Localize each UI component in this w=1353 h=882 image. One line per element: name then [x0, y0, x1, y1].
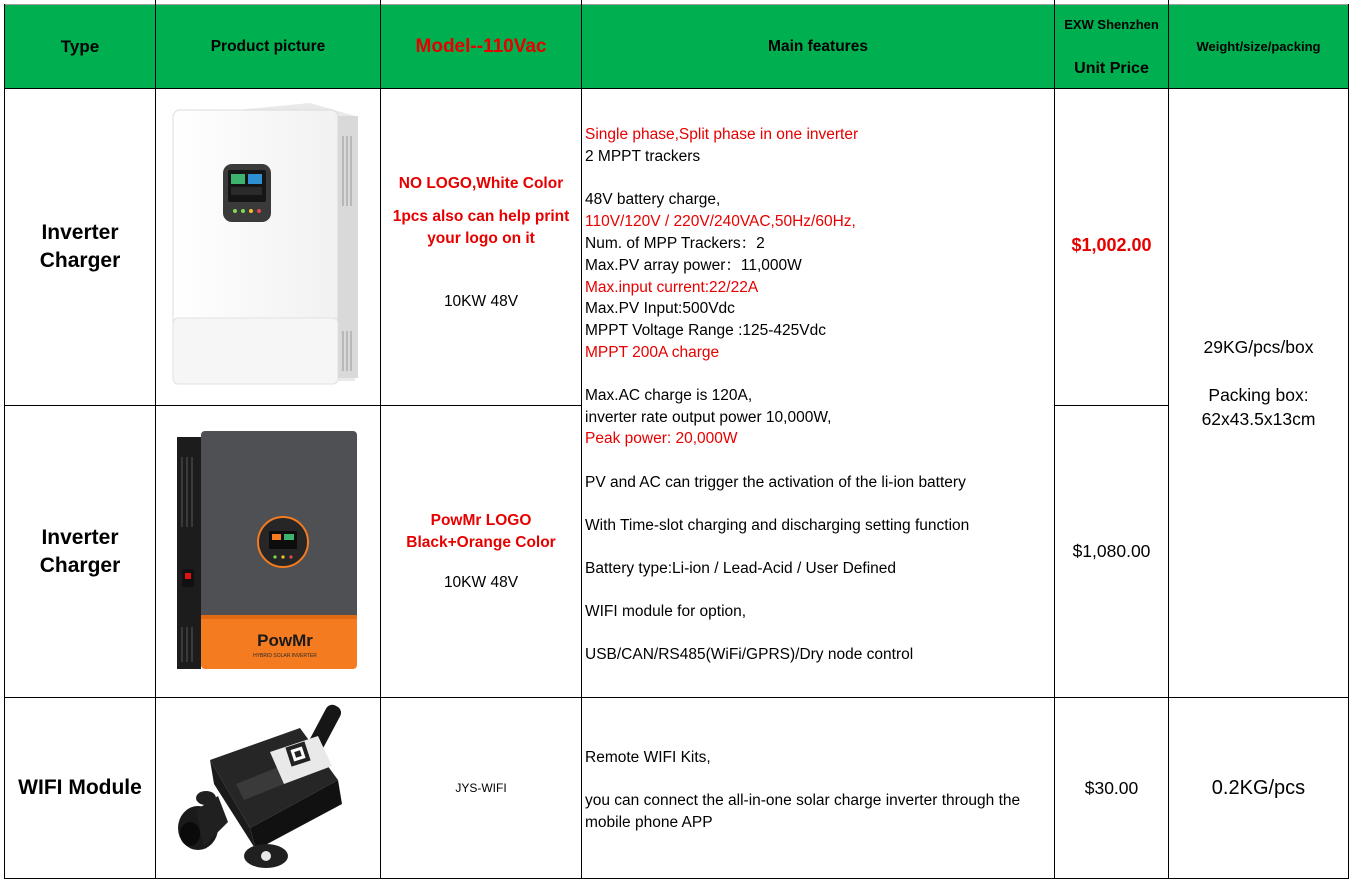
feature-line: 110V/120V / 220V/240VAC,50Hz/60Hz, [585, 213, 856, 230]
feature-line: WIFI module for option, [585, 603, 747, 620]
row3-packing [1169, 698, 1348, 878]
row3-type [5, 698, 155, 878]
white-inverter-image [165, 96, 365, 396]
row2-type-line2: Charger [39, 553, 121, 577]
packing-box-label: Packing box: [1208, 385, 1309, 405]
wifi-module-image [170, 700, 370, 876]
feature-line: you can connect the all-in-one solar charge inverter through the [585, 792, 1021, 809]
feature-line: Single phase,Split phase in one inverter [585, 126, 859, 143]
header-features-label: Main features [768, 37, 868, 55]
row2-type-line1: Inverter [41, 525, 119, 549]
header-packing-label: Weight/size/packing [1196, 39, 1321, 54]
row3-price-value: $30.00 [1084, 777, 1139, 798]
grid-line [155, 0, 156, 879]
header-price-line1: EXW Shenzhen [1064, 17, 1159, 32]
row2-type [5, 406, 155, 697]
black-orange-inverter-image [173, 427, 363, 673]
grid-line [581, 0, 582, 879]
feature-line: Max.PV Input:500Vdc [585, 300, 735, 317]
row1-price [1055, 89, 1168, 405]
row1-type-line2: Charger [39, 249, 121, 272]
grid-line [1348, 4, 1349, 879]
feature-line: Battery type:Li-ion / Lead-Acid / User Defined [585, 560, 897, 577]
feature-line: 48V battery charge, [585, 191, 721, 208]
row2-model-spec: 10KW 48V [443, 574, 519, 591]
packing-box-size: 62x43.5x13cm [1201, 409, 1316, 429]
row1-type-line1: Inverter [41, 221, 119, 244]
shared-packing [1169, 89, 1348, 697]
packing-weight: 29KG/pcs/box [1203, 337, 1314, 357]
feature-line: Max.PV array power：11,000W [585, 257, 802, 274]
row3-packing-value: 0.2KG/pcs [1211, 776, 1306, 799]
feature-line: inverter rate output power 10,000W, [585, 409, 832, 426]
header-model-label: Model--110Vac [415, 35, 547, 57]
header-model [381, 5, 581, 88]
grid-line [4, 878, 1349, 879]
inverter-brand-text: PowMr [257, 631, 313, 650]
row1-model-logo-note: 1pcs also can help print your logo on it [392, 208, 570, 247]
row3-model-spec: JYS-WIFI [455, 781, 507, 795]
row2-model [381, 406, 581, 697]
inverter-brand-sub: HYBRID SOLAR INVERTER [253, 653, 317, 659]
feature-line: MPPT Voltage Range :125-425Vdc [585, 322, 826, 339]
row3-type-line1: WIFI Module [18, 776, 142, 799]
row2-model-color: Black+Orange Color [406, 534, 556, 551]
header-packing [1169, 5, 1348, 88]
feature-line: Num. of MPP Trackers：2 [585, 235, 765, 252]
row1-model-color: NO LOGO,White Color [398, 175, 564, 192]
feature-line: MPPT 200A charge [585, 344, 720, 361]
row1-type [5, 89, 155, 405]
feature-line: Max.AC charge is 120A, [585, 387, 753, 404]
feature-line: Max.input current:22/22A [585, 279, 759, 296]
header-picture-label: Product picture [210, 37, 326, 55]
row2-model-logo: PowMr LOGO [430, 512, 532, 529]
header-price [1055, 5, 1168, 88]
feature-line: PV and AC can trigger the activation of the li-ion battery [585, 474, 966, 491]
row1-model [381, 89, 581, 405]
row2-price [1055, 406, 1168, 697]
header-price-line2: Unit Price [1074, 60, 1149, 77]
row1-price-value: $1,002.00 [1071, 235, 1152, 255]
feature-line: Peak power: 20,000W [585, 430, 738, 447]
header-picture [156, 5, 380, 88]
row2-price-value: $1,080.00 [1072, 541, 1151, 561]
feature-line: With Time-slot charging and discharging setting function [585, 517, 970, 534]
header-type [5, 5, 155, 88]
header-features [582, 5, 1054, 88]
feature-line: USB/CAN/RS485(WiFi/GPRS)/Dry node control [585, 646, 914, 663]
row3-price [1055, 698, 1168, 878]
row3-model [381, 698, 581, 878]
feature-line: 2 MPPT trackers [585, 148, 701, 165]
feature-line: Remote WIFI Kits, [585, 749, 711, 766]
header-type-label: Type [60, 36, 100, 56]
row1-model-spec: 10KW 48V [443, 293, 519, 310]
feature-line: mobile phone APP [585, 814, 713, 831]
